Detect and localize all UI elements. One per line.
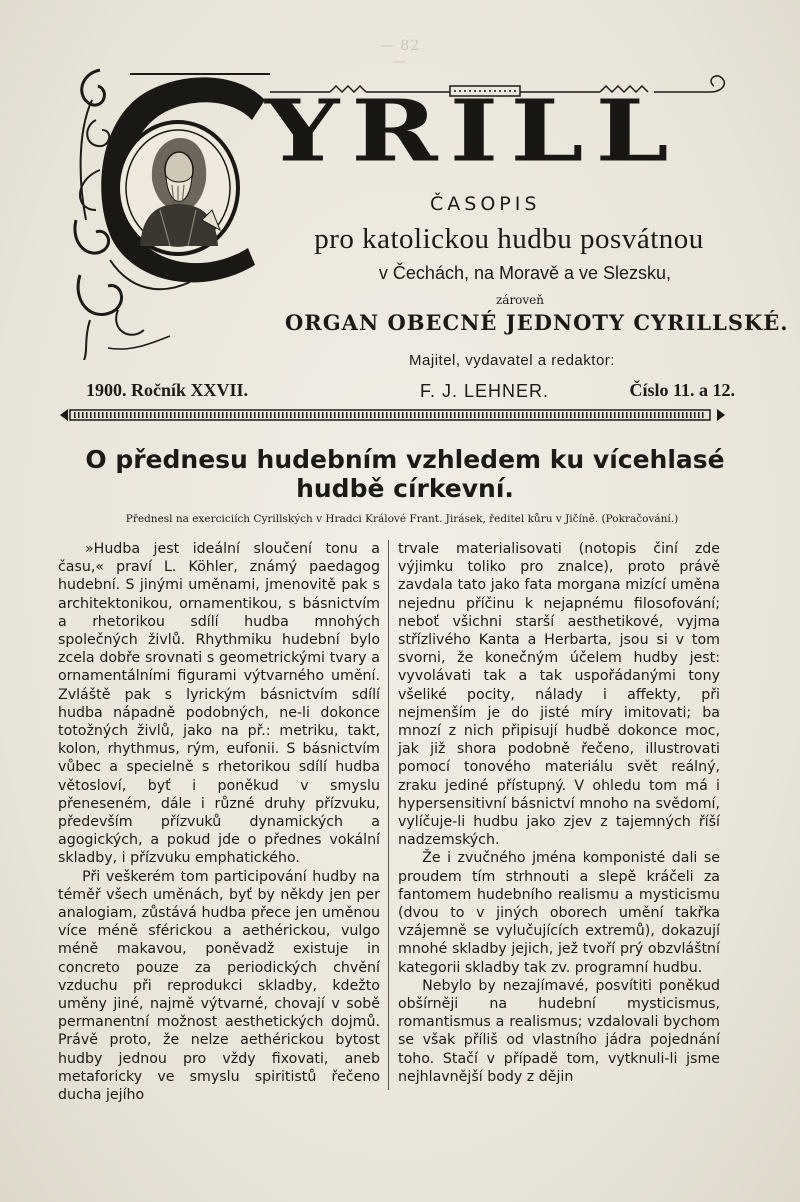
paragraph: Že i zvučného jména komponisté dali se proudem tím strhnouti a slepě kráčeli za fantomem hudebního realismu a mysticismu (dvou to v jiných oborech umění takřka vzájemně se vylučujících extremů), dokazují mnohé skladby jejich, jež tvoří prý obzvláštní kategorii skladby tak zv. programní hudbu. [398, 850, 720, 976]
divider-rule-icon [60, 407, 725, 423]
masthead-subtitle: pro katolickou hudbu posvátnou [314, 223, 704, 255]
editor-name: F. J. LEHNER. [420, 381, 550, 401]
page-number: — 82 — [379, 38, 421, 70]
article-column-left [58, 540, 380, 1104]
column-divider [388, 540, 389, 1090]
article-title: O přednesu hudebním vzhledem ku vícehlasé hudbě církevní. [85, 445, 725, 503]
paragraph: trvale materialisovati (notopis činí zde výjimku toliko pro znalce), proto právě zavdala tato jako fata morgana mizící uměna nejednu příčinu k nejapnému filosofování; neboť všichni starší aesthetikové, vyjma střízlivého Kanta a Herbarta, jsou si v tom svorni, že konečným účelem hudby jest: vyvolávati tak a tak uspořádanými tony všeliké pocity, nálady i affekty, při nejmenším je do jisté míry imitovati; ba mnozí z nich připisují hudbě dokonce moc, jak již shora podobně řečeno, illustrovati pomocí tonového materiálu svět reálný, zraku jediné přístupný. V ohledu tom má i hypersensitivní básnictví mnoho na svědomí, vylíčuje-li hudbu jako zjev z tajemných říší nadzemských. [398, 541, 720, 849]
masthead [70, 60, 789, 440]
issue-number: Číslo 11. a 12. [629, 380, 735, 400]
masthead-publisher-label: Majitel, vydavatel a redaktor: [409, 352, 615, 369]
initial-c-portrait-icon [70, 60, 275, 360]
masthead-casopis: ČASOPIS [430, 193, 541, 215]
masthead-organ: ORGAN OBECNÉ JEDNOTY CYRILLSKÉ. [285, 310, 789, 335]
volume-info: 1900. Ročník XXVII. [86, 380, 249, 400]
masthead-regions: v Čechách, na Moravě a ve Slezsku, [378, 263, 672, 283]
paragraph: Nebylo by nezajímavé, posvítiti poněkud obšírněji na hudební mysticismus, romantismus a realismus; vzdalovali bychom se však příliš od vlastního jádra pojednání toho. Stačí v případě tom, vytknuli-li jsme nejhlavnější body z dějin [398, 977, 720, 1085]
paragraph: Při veškerém tom participování hudby na téměř všech uměnách, byť by někdy jen per analogiam, zůstává hudba přece jen uměnou více méně sférickou a aethérickou, vulgo méně makavou, poněvadž existuje in concreto pouze za periodických chvění vzduchu při reprodukci skladby, kdežto uměny jiné, najmě výtvarné, chovají v sobě permanentní možnost aesthetických dojmů. Právě proto, že nelze aethérickou bytost hudby jednou pro vždy fixovati, aneb metaforicky ve smyslu spiritistů řečeno ducha jejího [58, 868, 380, 1104]
article-byline: Přednesl na exerciciích Cyrillských v Hradci Králové Frant. Jirásek, ředitel kůru v Jičíně. (Pokračování.) [125, 513, 679, 525]
paragraph: »Hudba jest ideální sloučení tonu a času,« praví L. Köhler, známý paedagog hudební. S jinými uměnami, jmenovitě pak s architektonikou, ornamentikou, s básnictvím a rhetorikou sdílí hudba mnohých společných živlů. Rhythmiku hudební bylo zcela dobře srovnati s geometrickými tvary a ornamentálními figurami výtvarného umění. Zvláště pak s lyrickým básnictvím sdílí hudba nápadně podobných, ne-li dokonce totožných živlů, jako na př.: metriku, takt, kolon, rhythmus, rým, eufonii. S básnictvím vůbec a specielně s rhetorikou sdílí hudba větosloví, byť i poněkud v smyslu přeneseném, dále i různé druhy přízvuku, především přízvuků dynamických a agogických, a pokud jde o přednes vokální skladby, i přízvuku emphatického. [58, 541, 380, 867]
masthead-title: YRILL [265, 80, 681, 182]
article-column-right [398, 540, 720, 1086]
masthead-zaroven: zároveň [495, 293, 545, 307]
